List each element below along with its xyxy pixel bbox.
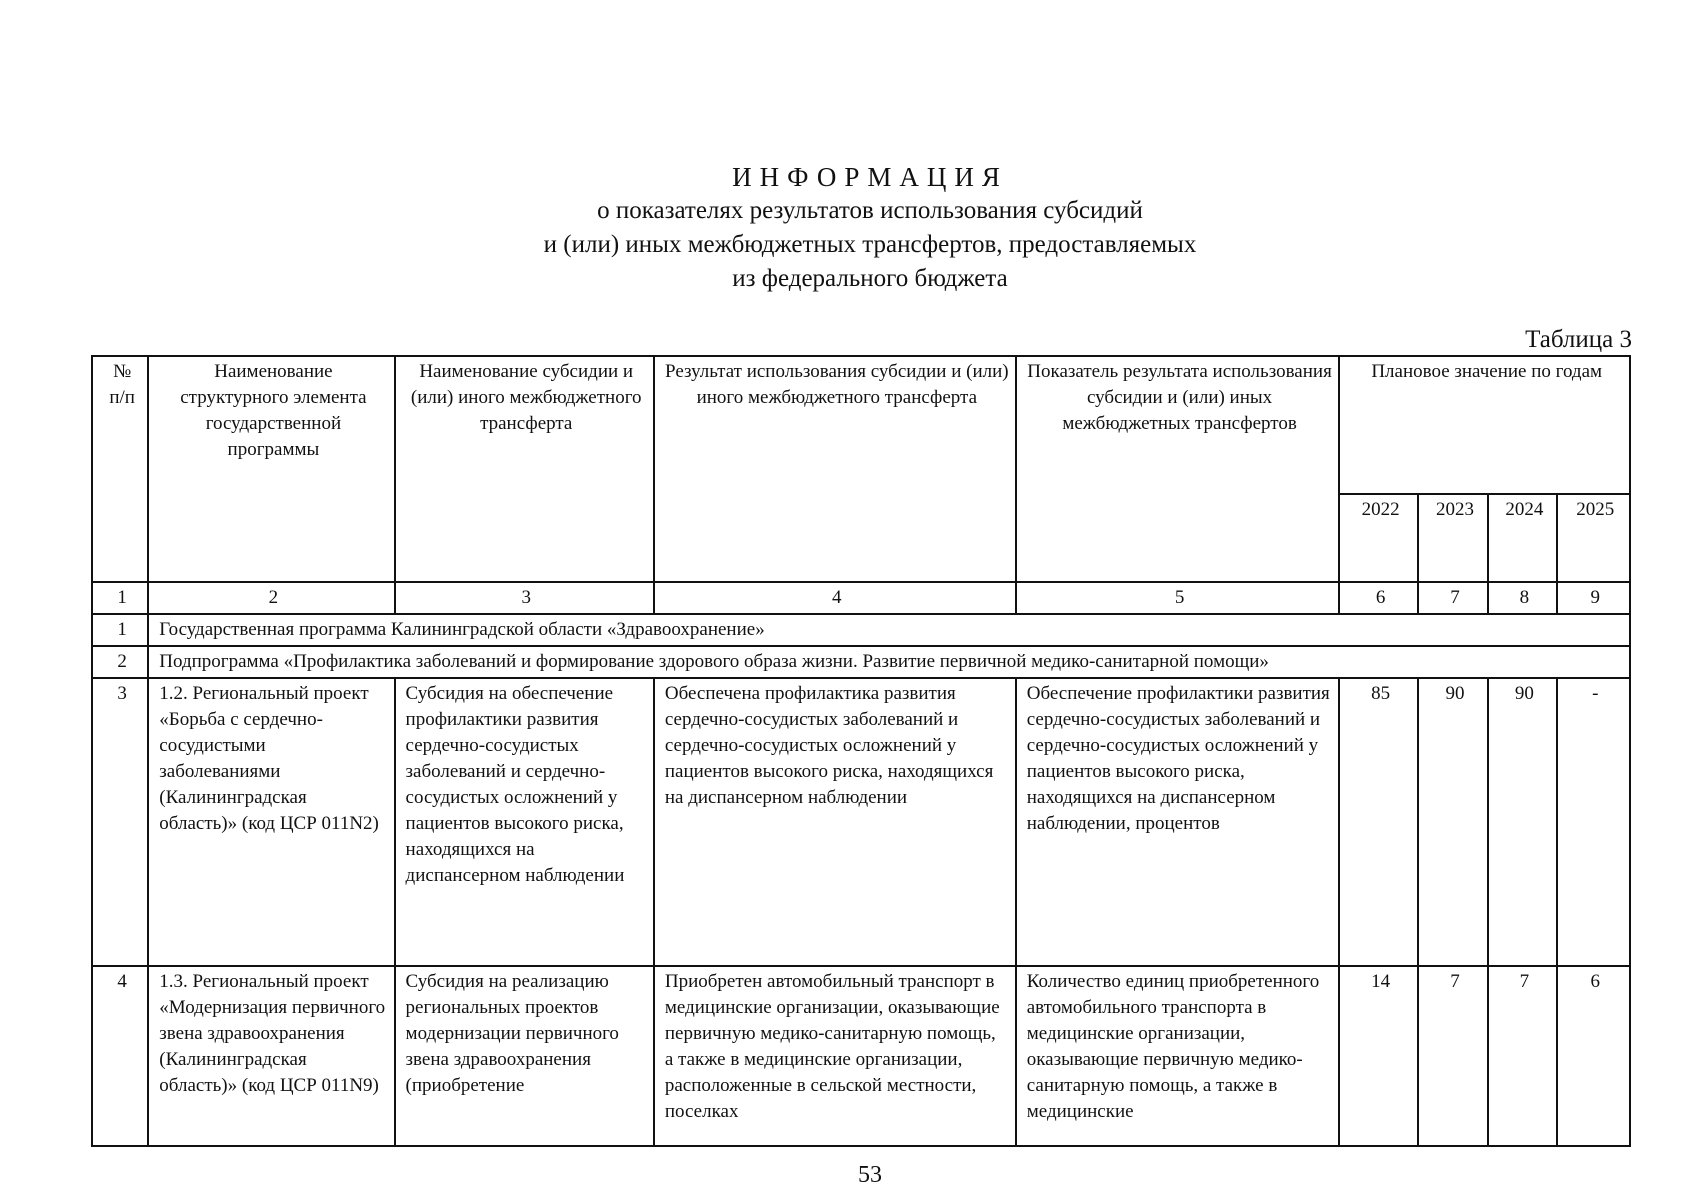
value-2024: 90	[1488, 678, 1556, 966]
value-2022: 85	[1339, 678, 1417, 966]
row-number: 4	[92, 966, 148, 1146]
column-number: 3	[395, 582, 654, 614]
element-cell: 1.3. Региональный проект «Модернизация первичного звена здравоохранения (Калининградская область)» (код ЦСР 011N9)	[159, 971, 386, 1096]
page-number: 53	[858, 1162, 882, 1188]
table-row	[92, 966, 1630, 1146]
header-result: Результат использования субсидии и (или) иного межбюджетного трансферта	[654, 356, 1016, 582]
value-2022: 14	[1339, 966, 1417, 1146]
result-cell: Приобретен автомобильный транспорт в медицинские организации, оказывающие первичную медико-санитарную помощь, а также в медицинские организации, расположенные в сельской местности, поселках	[664, 971, 1000, 1122]
header-year-2022: 2022	[1339, 494, 1417, 582]
value-2025: 6	[1557, 966, 1631, 1146]
header-year-2023: 2023	[1418, 494, 1488, 582]
subsidy-cell: Субсидия на реализацию региональных проектов модернизации первичного звена здравоохранения (приобретение	[405, 971, 619, 1096]
row-number: 2	[92, 646, 148, 678]
value-2023: 90	[1418, 678, 1488, 966]
header-num: № п/п	[92, 356, 148, 582]
column-number: 9	[1557, 582, 1631, 614]
column-number: 8	[1488, 582, 1556, 614]
result-cell: Обеспечена профилактика развития сердечно-сосудистых заболеваний и сердечно-сосудистых осложнений у пациентов высокого риска, находящихся на диспансерном наблюдении	[654, 678, 1016, 966]
value-2023: 7	[1418, 966, 1488, 1146]
row-number: 1	[92, 614, 148, 646]
document-title	[0, 160, 1707, 296]
table-label: Таблица 3	[1525, 326, 1632, 353]
value-2024: 7	[1488, 966, 1556, 1146]
column-number: 1	[92, 582, 148, 614]
indicators-table	[91, 355, 1631, 1147]
title-main: ИНФОРМАЦИЯ	[732, 162, 1008, 192]
value-2025: -	[1557, 678, 1631, 966]
title-line-3: из федерального бюджета	[732, 265, 1008, 292]
column-number: 2	[148, 582, 394, 614]
header-element: Наименование структурного элемента государственной программы	[148, 356, 394, 582]
header-year-2025: 2025	[1557, 494, 1631, 582]
section-title: Государственная программа Калининградской области «Здравоохранение»	[148, 614, 1630, 646]
column-number: 4	[654, 582, 1016, 614]
title-line-1: о показателях результатов использования субсидий	[597, 197, 1143, 224]
indicator-cell: Количество единиц приобретенного автомобильного транспорта в медицинские организации, оказывающие первичную медико-санитарную помощь, а также в медицинские	[1026, 971, 1320, 1122]
column-number: 6	[1339, 582, 1417, 614]
table-row	[92, 678, 1630, 966]
row-number: 3	[92, 678, 148, 966]
column-number: 5	[1016, 582, 1340, 614]
subsidy-cell: Субсидия на обеспечение профилактики развития сердечно-сосудистых заболеваний и сердечно-сосудистых осложнений у пациентов высокого риска, находящихся на диспансерном наблюдении	[395, 678, 654, 966]
table-row	[92, 614, 1630, 646]
header-planned: Плановое значение по годам	[1339, 356, 1630, 494]
column-number: 7	[1418, 582, 1488, 614]
header-year-2024: 2024	[1488, 494, 1556, 582]
title-line-2: и (или) иных межбюджетных трансфертов, предоставляемых	[543, 231, 1197, 258]
element-cell: 1.2. Региональный проект «Борьба с сердечно-сосудистыми заболеваниями (Калининградская область)» (код ЦСР 011N2)	[148, 678, 394, 966]
table-row	[92, 646, 1630, 678]
indicator-cell: Обеспечение профилактики развития сердечно-сосудистых заболеваний и сердечно-сосудистых осложнений у пациентов высокого риска, находящихся на диспансерном наблюдении, процентов	[1016, 678, 1340, 966]
subsection-title: Подпрограмма «Профилактика заболеваний и формирование здорового образа жизни. Развитие первичной медико-санитарной помощи»	[148, 646, 1630, 678]
header-subsidy: Наименование субсидии и (или) иного межбюджетного трансферта	[395, 356, 654, 582]
header-indicator: Показатель результата использования субсидии и (или) иных межбюджетных трансфертов	[1016, 356, 1340, 582]
